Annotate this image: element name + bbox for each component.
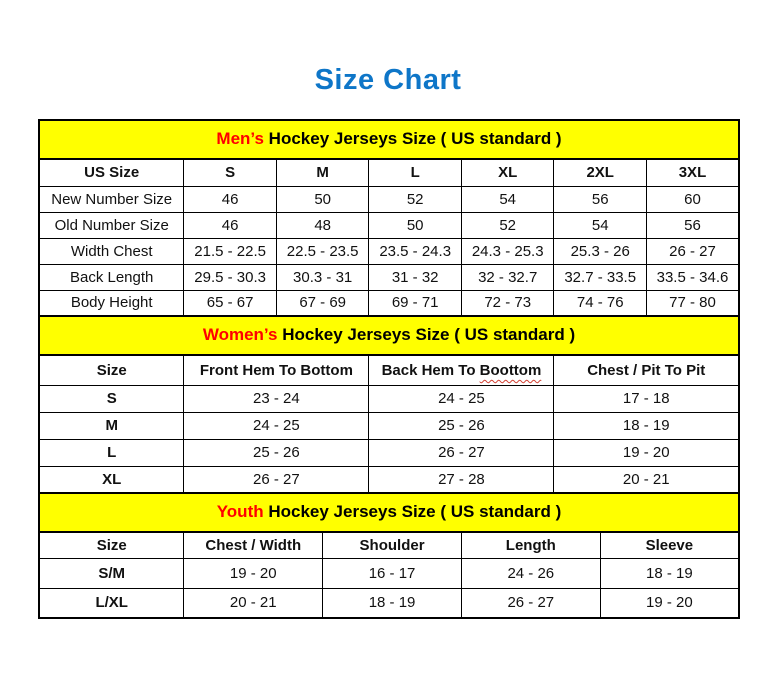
table-cell: 20 - 21 <box>554 466 739 493</box>
page-title: Size Chart <box>314 64 462 96</box>
table-row <box>39 558 739 588</box>
table-cell: 56 <box>554 186 647 212</box>
row-label: S <box>39 385 184 412</box>
youth-table <box>38 531 740 619</box>
row-label: XL <box>39 466 184 493</box>
row-label: L <box>39 439 184 466</box>
column-header: S <box>184 159 277 186</box>
mens-section <box>38 119 740 317</box>
table-cell: 26 - 27 <box>646 238 739 264</box>
table-cell: 22.5 - 23.5 <box>276 238 369 264</box>
table-cell: 16 - 17 <box>323 558 462 588</box>
womens-table <box>38 354 740 494</box>
womens-header-row <box>39 355 739 385</box>
table-row <box>39 588 739 618</box>
mens-banner <box>38 119 740 160</box>
table-cell: 25.3 - 26 <box>554 238 647 264</box>
column-header: 2XL <box>554 159 647 186</box>
table-cell: 18 - 19 <box>323 588 462 618</box>
table-cell: 48 <box>276 212 369 238</box>
table-cell: 32 - 32.7 <box>461 264 554 290</box>
row-label: M <box>39 412 184 439</box>
table-row <box>39 264 739 290</box>
column-header: Back Hem To Boottom <box>369 355 554 385</box>
table-cell: 26 - 27 <box>461 588 600 618</box>
mens-banner-highlight: Men’s <box>216 129 264 148</box>
column-header: Shoulder <box>323 532 462 558</box>
table-row <box>39 439 739 466</box>
table-row <box>39 466 739 493</box>
table-cell: 72 - 73 <box>461 290 554 316</box>
table-cell: 18 - 19 <box>600 558 739 588</box>
table-cell: 77 - 80 <box>646 290 739 316</box>
table-row <box>39 212 739 238</box>
table-cell: 74 - 76 <box>554 290 647 316</box>
youth-banner <box>38 492 740 533</box>
table-cell: 19 - 20 <box>600 588 739 618</box>
table-cell: 24 - 25 <box>369 385 554 412</box>
column-header: Front Hem To Bottom <box>184 355 369 385</box>
table-cell: 25 - 26 <box>369 412 554 439</box>
table-cell: 52 <box>461 212 554 238</box>
table-cell: 29.5 - 30.3 <box>184 264 277 290</box>
column-header: Size <box>39 532 184 558</box>
youth-header-row <box>39 532 739 558</box>
table-cell: 17 - 18 <box>554 385 739 412</box>
table-cell: 54 <box>554 212 647 238</box>
youth-section <box>38 492 740 619</box>
table-cell: 56 <box>646 212 739 238</box>
column-header: Chest / Width <box>184 532 323 558</box>
table-cell: 26 - 27 <box>369 439 554 466</box>
table-row <box>39 385 739 412</box>
size-chart <box>38 119 740 619</box>
table-cell: 19 - 20 <box>184 558 323 588</box>
table-row <box>39 186 739 212</box>
table-cell: 30.3 - 31 <box>276 264 369 290</box>
table-cell: 32.7 - 33.5 <box>554 264 647 290</box>
row-label: Width Chest <box>39 238 184 264</box>
column-header: Chest / Pit To Pit <box>554 355 739 385</box>
table-row <box>39 412 739 439</box>
row-label: L/XL <box>39 588 184 618</box>
table-cell: 24 - 25 <box>184 412 369 439</box>
table-cell: 24 - 26 <box>461 558 600 588</box>
table-cell: 50 <box>369 212 462 238</box>
womens-banner-text: Hockey Jerseys Size ( US standard ) <box>277 325 576 344</box>
table-cell: 27 - 28 <box>369 466 554 493</box>
womens-banner-highlight: Women’s <box>202 325 278 344</box>
column-header: 3XL <box>646 159 739 186</box>
column-header: Length <box>461 532 600 558</box>
table-cell: 26 - 27 <box>184 466 369 493</box>
table-cell: 19 - 20 <box>554 439 739 466</box>
table-cell: 33.5 - 34.6 <box>646 264 739 290</box>
column-header: XL <box>461 159 554 186</box>
row-label: S/M <box>39 558 184 588</box>
mens-header-row <box>39 159 739 186</box>
table-cell: 21.5 - 22.5 <box>184 238 277 264</box>
table-cell: 65 - 67 <box>184 290 277 316</box>
womens-section <box>38 315 740 494</box>
misspelled-word: Boottom <box>479 361 542 379</box>
mens-table <box>38 158 740 317</box>
table-cell: 25 - 26 <box>184 439 369 466</box>
table-row <box>39 238 739 264</box>
column-header: US Size <box>39 159 184 186</box>
row-label: Old Number Size <box>39 212 184 238</box>
column-header: M <box>276 159 369 186</box>
table-cell: 46 <box>184 186 277 212</box>
table-cell: 46 <box>184 212 277 238</box>
table-cell: 31 - 32 <box>369 264 462 290</box>
table-cell: 24.3 - 25.3 <box>461 238 554 264</box>
table-cell: 20 - 21 <box>184 588 323 618</box>
column-header: L <box>369 159 462 186</box>
table-cell: 23 - 24 <box>184 385 369 412</box>
row-label: Back Length <box>39 264 184 290</box>
row-label: Body Height <box>39 290 184 316</box>
table-cell: 23.5 - 24.3 <box>369 238 462 264</box>
table-cell: 50 <box>276 186 369 212</box>
youth-banner-highlight: Youth <box>216 502 264 521</box>
mens-banner-text: Hockey Jerseys Size ( US standard ) <box>263 129 562 148</box>
table-row <box>39 290 739 316</box>
youth-banner-text: Hockey Jerseys Size ( US standard ) <box>263 502 562 521</box>
table-cell: 54 <box>461 186 554 212</box>
table-cell: 67 - 69 <box>276 290 369 316</box>
column-header: Sleeve <box>600 532 739 558</box>
table-cell: 18 - 19 <box>554 412 739 439</box>
table-cell: 52 <box>369 186 462 212</box>
table-cell: 60 <box>646 186 739 212</box>
column-header: Size <box>39 355 184 385</box>
row-label: New Number Size <box>39 186 184 212</box>
table-cell: 69 - 71 <box>369 290 462 316</box>
womens-banner <box>38 315 740 356</box>
